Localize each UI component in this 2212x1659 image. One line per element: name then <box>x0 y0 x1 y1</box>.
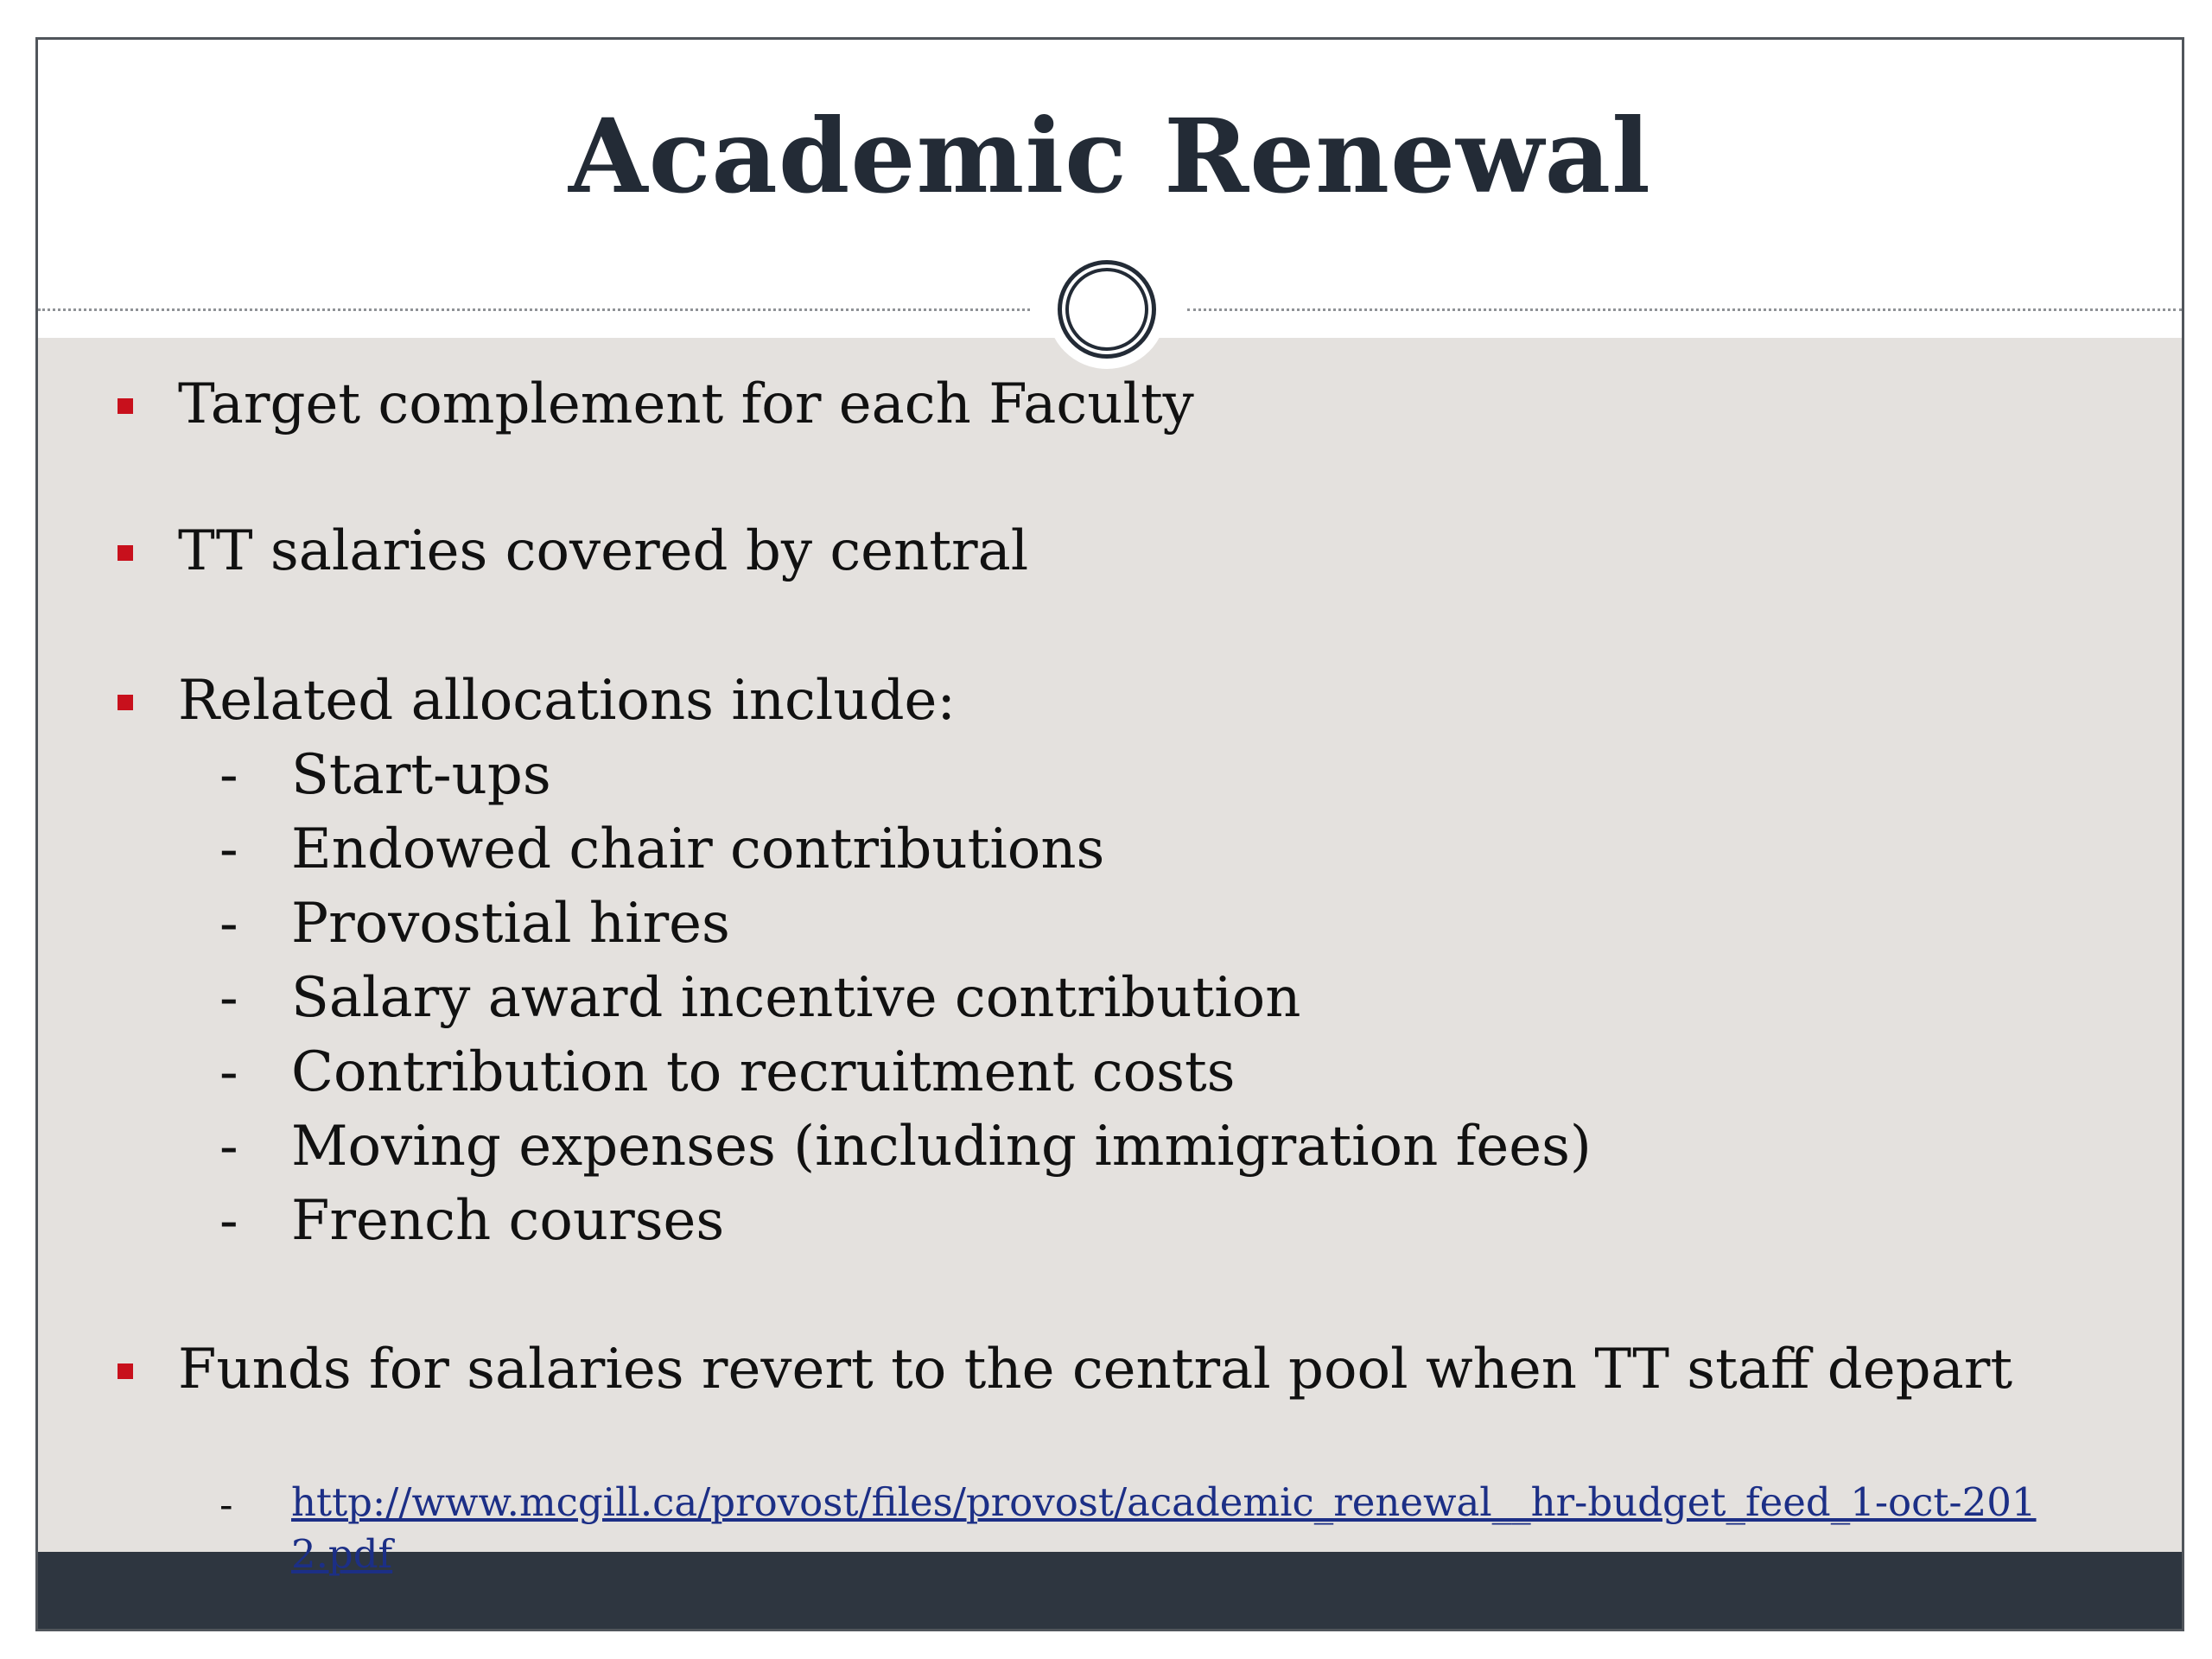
bullet-text: Funds for salaries revert to the central pool when TT staff depart <box>178 1338 2013 1402</box>
sub-item-dash: - <box>219 966 238 1030</box>
square-bullet-icon <box>118 1363 133 1379</box>
bullet-text: Related allocations include: <box>178 669 956 733</box>
title-divider-left <box>38 308 1030 311</box>
sub-item-dash: - <box>219 1115 238 1179</box>
content-area <box>38 338 2182 1577</box>
ornament-inner-ring <box>1065 268 1148 351</box>
sub-item: Salary award incentive contribution <box>291 966 1301 1030</box>
sub-item-dash: - <box>219 1189 238 1253</box>
square-bullet-icon <box>118 545 133 561</box>
sub-item-dash: - <box>219 817 238 881</box>
circle-ornament-icon <box>1047 250 1166 369</box>
sub-item: Endowed chair contributions <box>291 817 1105 881</box>
sub-item-dash: - <box>219 743 238 807</box>
slide-title: Academic Renewal <box>569 96 1651 216</box>
square-bullet-icon <box>118 398 133 414</box>
slide <box>35 37 2184 1631</box>
bullet-text: TT salaries covered by central <box>178 519 1029 583</box>
sub-item-dash: - <box>219 892 238 956</box>
square-bullet-icon <box>118 695 133 710</box>
sub-item: Start-ups <box>291 743 551 807</box>
sub-item: French courses <box>291 1189 725 1253</box>
sub-item: Moving expenses (including immigration fees) <box>291 1115 1592 1179</box>
sub-item: Contribution to recruitment costs <box>291 1040 1236 1104</box>
source-link[interactable]: http://www.mcgill.ca/provost/files/provost/academic_renewal__hr-budget_feed_1-oct-2012.pdf <box>291 1479 2037 1577</box>
sub-item-dash: - <box>219 1040 238 1104</box>
link-dash: - <box>219 1481 233 1528</box>
title-divider-right <box>1187 308 2182 311</box>
sub-item: Provostial hires <box>291 892 730 956</box>
bullet-text: Target complement for each Faculty <box>178 372 1194 436</box>
